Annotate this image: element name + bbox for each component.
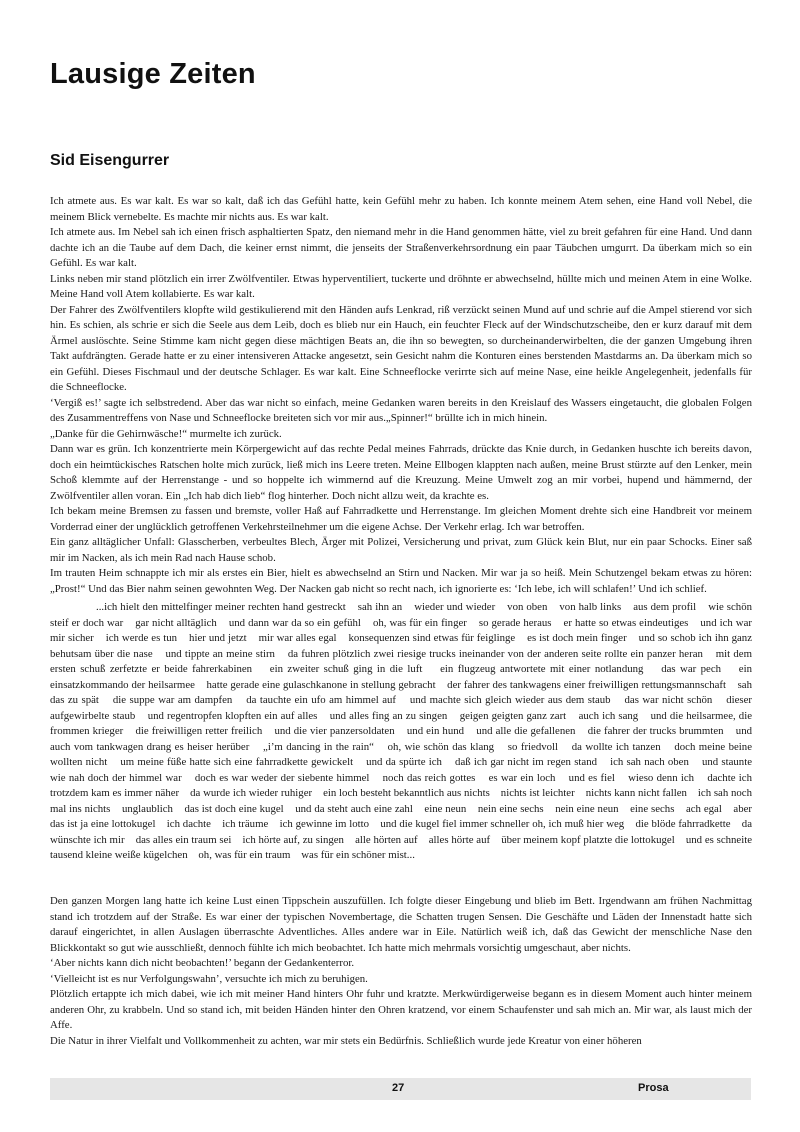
paragraph: ‘Vielleicht ist es nur Verfolgungswahn’, versuchte ich mich zu beruhigen. (50, 972, 368, 985)
paragraph: „Danke für die Gehirnwäsche!“ murmelte ich zurück. (50, 427, 282, 440)
paragraph: Links neben mir stand plötzlich ein irrer Zwölfventiler. Etwas hyperventiliert, tuckerte und dröhnte er abwechselnd, hüllte mich und meinen Atem in eine Wolke. Meine Hand voll Atem kollabierte. Es war kalt. (50, 272, 752, 300)
paragraph: Ich atmete aus. Es war kalt. Es war so kalt, daß ich das Gefühl hatte, kein Gefühl mehr zu haben. Ich konnte meinem Atem sehen, eine Hand voll Nebel, die meinem Blick vernebelte. Es machte mir nichts aus. Es war kalt. (50, 195, 752, 223)
section-name: Prosa (638, 1082, 669, 1094)
body-text-part-c (50, 894, 752, 1049)
paragraph: Ein ganz alltäglicher Unfall: Glasscherben, verbeultes Blech, Ärger mit Polizei, Versicherung und privat, zum Glück kein Blut, nur ein paar Schocks. Einer saß mir im Nacken, als ich mein Rad nach Hause schob. (50, 536, 752, 564)
paragraph: Ich bekam meine Bremsen zu fassen und bremste, voller Haß auf Fahrradkette und Herrenstange. Im gleichen Moment drehte sich eine Handbreit vor meinem Vorderrad einer der unglücklich getroffenen Verkehrsteilnehmer um die eigene Achse. Der Verkehr erlag. Ich war betroffen. (50, 505, 752, 533)
paragraph: Den ganzen Morgen lang hatte ich keine Lust einen Tippschein auszufüllen. Ich folgte dieser Eingebung und blieb im Bett. Irgendwann am frühen Nachmittag stand ich trotzdem auf der Straße. Es war einer der typischen Novembertage, die Schatten trugen Sensen. Die Geschäfte und Läden der Innenstadt hatte sich darauf eingerichtet, in allen Auslagen überraschte Adventliches. Alles andere war in Eile. Natürlich weiß ich, daß das Gewicht der menschliche Nase den Blickkontakt so gut wie ausschließt, dennoch fühlte ich mich beobachtet. Ich hatte mich mehrmals vorsichtig umgeschaut, aber nichts. (50, 895, 752, 954)
dream-paragraph: ...ich hielt den mittelfinger meiner rechten hand gestreckt sah ihn an wieder und wieder von oben von halb links aus dem profil wie schön steif er doch war gar nicht alltäglich und dann war da so ein gefühl oh, was für ein finger so gerade heraus er hatte so etwas eindeutiges und ich war mir sicher ich werde es tun hier und jetzt mir war alles egal konsequenzen sind etwas für feiglinge es ist doch mein finger und so schob ich ihn ganz behutsam über die nase und tippte an meine stirn da fuhren plötzlich zwei riesige trucks ineinander von der anderen seite rollte ein panzer heran mit dem ersten schuß zerfetzte er beide fahrerkabinen ein zweiter schuß ging in die luft ein flugzeug antwortete mit einer notlandung das war pech ein einsatzkommando der heilsarmee hatte gerade eine gulaschkanone in stellung gebracht der fahrer des tankwagens einer freiwilligen rettungsmannschaft sah das zu spät die suppe war am dampfen da tauchte ein ufo am himmel auf und machte sich gleich wieder aus dem staub das war nicht schön dieser aufgewirbelte staub und regentropfen klopften ein auf alles und alles fing an zu singen geigen geigten ganz zart auch ich sang und die heilsarmee, die frommen krieger die freiwilligen retter freilich und die vier panzersoldaten und ein hund und alle die gefallenen die fahrer der trucks brummten und auch vom tankwagen drang es heiser herüber „i’m dancing in the rain“ oh, wie schön das klang so friedvoll da wollte ich tanzen doch meine beine wollten nicht um meine füße hatte sich eine fahrradkette gewickelt und da spürte ich daß ich gar nicht im regen stand ich sah nach oben und staunte wie nah doch der himmel war doch es war weder der siebente himmel noch das reich gottes es war ein loch und es fiel wieso denn ich dachte ich trotzdem kam es immer näher da wurde ich wieder ruhiger ein loch besteht bekanntlich aus nichts nichts ist leichter nichts kann nicht fallen ich sah noch mal ins nichts unglaublich das ist doch eine kugel und da steht auch eine zahl eine neun nein eine sechs nein eine neun eine sechs ach egal aber das ist ja eine lottokugel ich dachte ich träume ich gewinne im lotto und die kugel fiel immer schneller oh, ich muß hier weg die blöde fahrradkette da wünschte ich mir das alles ein traum sei ich hörte auf, zu singen alle hörten auf alles hörte auf über meinem kopf platzte die lottokugel und es schneite tausend kleine weiße kügelchen oh, was für ein traum was für ein schöner mist... (50, 601, 763, 861)
paragraph: Dann war es grün. Ich konzentrierte mein Körpergewicht auf das rechte Pedal meines Fahrrads, drückte das Knie durch, in Gedanken huschte ich bereits davon, doch ein heimtückisches Ratschen holte mich zurück, ließ mich ins Leere treten. Meine Ellbogen klappten nach außen, meine Brust stürzte auf den Lenker, mein Schoß klemmte auf der Herrenstange - und so hoppelte ich wimmernd auf die Kreuzung. Meine Umwelt zog an mir vorbei, hupend und hämmernd, der Zwölfventiler allen voran. Ein „Ich hab dich lieb“ flog hinterher. Doch nicht allzu weit, da krachte es. (50, 443, 752, 502)
paragraph: Die Natur in ihrer Vielfalt und Vollkommenheit zu achten, war mir stets ein Bedürfnis. Schließlich wurde jede Kreatur von einer höheren (50, 1034, 642, 1047)
paragraph: ‘Vergiß es!’ sagte ich selbstredend. Aber das war nicht so einfach, meine Gedanken waren bereits in den Kreislauf des Wassers eingetaucht, die globalen Folgen des Zusammentreffens von Nase und Schneeflocke breiteten sich vor mir aus.„Spinner!“ brüllte ich in mich hinein. (50, 396, 752, 424)
paragraph: Ich atmete aus. Im Nebel sah ich einen frisch asphaltierten Spatz, den niemand mehr in die Hand genommen hätte, viel zu breit gefahren für eine Hand. Und dann dachte ich an die Taube auf dem Dach, die keiner ernst nimmt, die jenseits der Straßenverkehrsordnung ein paar Täubchen umgurrt. Da überkam mich so ein Gefühl. Es war kalt. (50, 226, 752, 269)
paragraph: ‘Aber nichts kann dich nicht beobachten!’ begann der Gedankenterror. (50, 957, 355, 969)
paragraph: Im trauten Heim schnappte ich mir als erstes ein Bier, hielt es abwechselnd an Stirn und Nacken. Mir war ja so heiß. Mein Schutzengel bekam etwas zu hören: „Prost!“ Und das Bier nahm seinen gewohnten Weg. Der Nacken gab nicht so recht nach, ich ignorierte es: ‘Ich lebe, ich will schlafen!’ Und ich schlief. (50, 567, 752, 595)
body-text-part-a (50, 194, 752, 597)
page-title: Lausige Zeiten (50, 58, 256, 90)
author-name: Sid Eisengurrer (50, 152, 170, 169)
paragraph: Plötzlich ertappte ich mich dabei, wie ich mit meiner Hand hinters Ohr fuhr und kratzte. Merkwürdigerweise begann es in diesem Moment auch hinter meinem anderen Ohr, zu krabbeln. Und so stand ich, mit beiden Händen hinter den Ohren kratzend, vor einem Schaufenster und sah mich an. Mir war, als laust mich der Affe. (50, 988, 752, 1031)
paragraph: Der Fahrer des Zwölfventilers klopfte wild gestikulierend mit den Händen aufs Lenkrad, riß verzückt seinen Mund auf und schrie auf die Ampel stierend vor sich hin. Es schien, als schrie er sich die Seele aus dem Leib, doch es blieb nur ein Hauch, ein feuchter Fleck auf der Windschutzscheibe, den er kurz darauf mit dem Ärmel auslöschte. Seine Stimme kam nicht gegen diese mächtigen Beats an, die ihn so bewegten, so durcheinanderwirbelten, die der ganzen Umgebung ihren Takt aufdrängten. Gerade hatte er zu einer intensiveren Attacke angesetzt, sein Gesicht nahm die Konturen eines berstenden Mastdarms an. Da überkam mich so ein Gefühl. Dieses Fischmaul und der deutsche Schlager. Es war kalt. Eine Schneeflocke verirrte sich auf meine Nase, eine heikle Angelegenheit, jedenfalls für die Schneeflocke. (50, 303, 752, 393)
page-number: 27 (392, 1082, 405, 1094)
body-text-dream-sequence (50, 600, 763, 864)
page-footer (50, 1078, 751, 1100)
